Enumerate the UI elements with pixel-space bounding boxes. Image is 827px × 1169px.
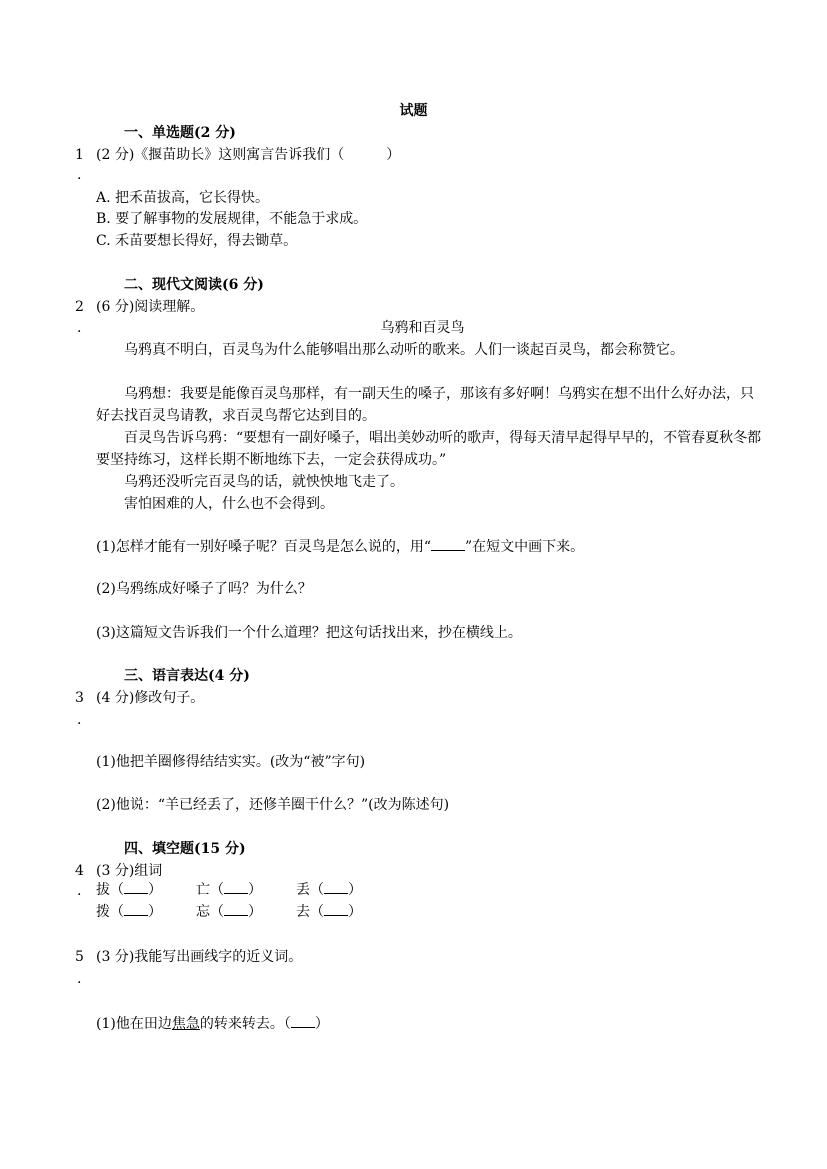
sub-question-2-1-suffix: ”在短文中画下来。 xyxy=(465,539,585,555)
sub-question-2-1-prefix: (1)怎样才能有一别好嗓子呢？百灵鸟是怎么说的，用“ xyxy=(96,539,431,555)
word-cell xyxy=(196,879,296,901)
word-row-2 xyxy=(96,901,396,923)
question-number-2: 2 xyxy=(75,299,84,315)
passage-paragraph-2: 乌鸦想：我要是能像百灵鸟那样，有一副天生的嗓子，那该有多好啊！乌鸦实在想不出什么好办法，只好去找百灵鸟请教，求百灵鸟帮它达到目的。 xyxy=(96,386,754,424)
question-dot-2: . xyxy=(77,320,82,336)
question-number-5: 5 xyxy=(75,949,84,965)
word-char: 忘（ xyxy=(196,904,224,920)
answer-blank[interactable] xyxy=(324,879,348,894)
answer-blank[interactable] xyxy=(224,901,248,916)
question-dot-3: . xyxy=(77,712,82,728)
question-number-3: 3 xyxy=(75,690,84,706)
sub-question-2-1 xyxy=(96,536,584,557)
word-row-1 xyxy=(96,879,396,901)
answer-blank[interactable] xyxy=(431,536,465,551)
question-dot-4: . xyxy=(77,883,82,899)
word-close: ） xyxy=(248,904,262,920)
word-cell xyxy=(96,901,196,923)
passage-title: 乌鸦和百灵鸟 xyxy=(380,320,465,336)
passage-paragraph-4: 乌鸦还没听完百灵鸟的话，就怏怏地飞走了。 xyxy=(124,474,404,490)
word-cell xyxy=(96,879,196,901)
sub-question-5-1 xyxy=(96,1013,329,1034)
word-cell xyxy=(196,901,296,923)
question-stem-5: (3 分)我能写出画线字的近义词。 xyxy=(96,949,303,965)
word-char: 丢（ xyxy=(296,882,324,898)
underlined-word: 焦急 xyxy=(171,1016,200,1032)
word-char: 去（ xyxy=(296,904,324,920)
sub-question-2-3: (3)这篇短文告诉我们一个什么道理？把这句话找出来，抄在横线上。 xyxy=(96,625,522,641)
passage-paragraph-1: 乌鸦真不明白，百灵鸟为什么能够唱出那么动听的歌来。人们一谈起百灵鸟，都会称赞它。 xyxy=(124,342,684,358)
section-heading-2: 二、现代文阅读(6 分) xyxy=(124,277,264,293)
question-stem-3: (4 分)修改句子。 xyxy=(96,690,205,706)
sub-question-5-1-suffix: 的转来转去。（ xyxy=(199,1016,291,1032)
sub-question-5-1-prefix: (1)他在田边 xyxy=(96,1016,172,1032)
question-stem-4: (3 分)组词 xyxy=(96,863,163,879)
question-number-1: 1 xyxy=(75,147,84,163)
word-close: ） xyxy=(348,904,362,920)
sub-question-3-2: (2)他说：“羊已经丢了，还修羊圈干什么？”(改为陈述句) xyxy=(96,797,450,813)
page-title: 试题 xyxy=(399,103,428,119)
section-heading-3: 三、语言表达(4 分) xyxy=(124,668,250,684)
word-char: 亡（ xyxy=(196,882,224,898)
answer-blank[interactable] xyxy=(324,901,348,916)
passage-paragraph-5: 害怕困难的人，什么也不会得到。 xyxy=(124,496,334,512)
word-cell xyxy=(296,901,396,923)
word-cell xyxy=(296,879,396,901)
question-dot-1: . xyxy=(77,167,82,183)
option-b[interactable]: B. 要了解事物的发展规律，不能急于求成。 xyxy=(96,211,368,227)
question-stem-2: (6 分)阅读理解。 xyxy=(96,299,205,315)
option-a[interactable]: A. 把禾苗拔高，它长得快。 xyxy=(96,190,270,206)
word-char: 拔（ xyxy=(96,882,124,898)
word-grid xyxy=(96,879,396,923)
option-c[interactable]: C. 禾苗要想长得好，得去锄草。 xyxy=(96,233,298,249)
answer-blank[interactable] xyxy=(224,879,248,894)
sub-question-2-2: (2)乌鸦练成好嗓子了吗？为什么？ xyxy=(96,581,312,597)
question-number-4: 4 xyxy=(75,863,84,879)
section-heading-1: 一、单选题(2 分) xyxy=(124,125,236,141)
sub-question-5-1-close: ） xyxy=(314,1016,329,1032)
word-char: 拨（ xyxy=(96,904,124,920)
word-close: ） xyxy=(148,904,162,920)
passage-paragraph-3: 百灵鸟告诉乌鸦：“要想有一副好嗓子，唱出美妙动听的歌声，得每天清早起得早早的，不管春夏秋冬都要坚持练习，这样长期不断地练下去，一定会获得成功。” xyxy=(96,430,762,468)
answer-blank[interactable] xyxy=(124,901,148,916)
word-close: ） xyxy=(248,882,262,898)
word-close: ） xyxy=(348,882,362,898)
question-dot-5: . xyxy=(77,971,82,987)
answer-blank[interactable] xyxy=(291,1013,315,1028)
answer-blank[interactable] xyxy=(124,879,148,894)
section-heading-4: 四、填空题(15 分) xyxy=(124,841,246,857)
word-close: ） xyxy=(148,882,162,898)
question-stem-1: (2 分)《揠苗助长》这则寓言告诉我们（ ） xyxy=(96,147,401,163)
sub-question-3-1: (1)他把羊圈修得结结实实。(改为“被”字句) xyxy=(96,754,366,770)
